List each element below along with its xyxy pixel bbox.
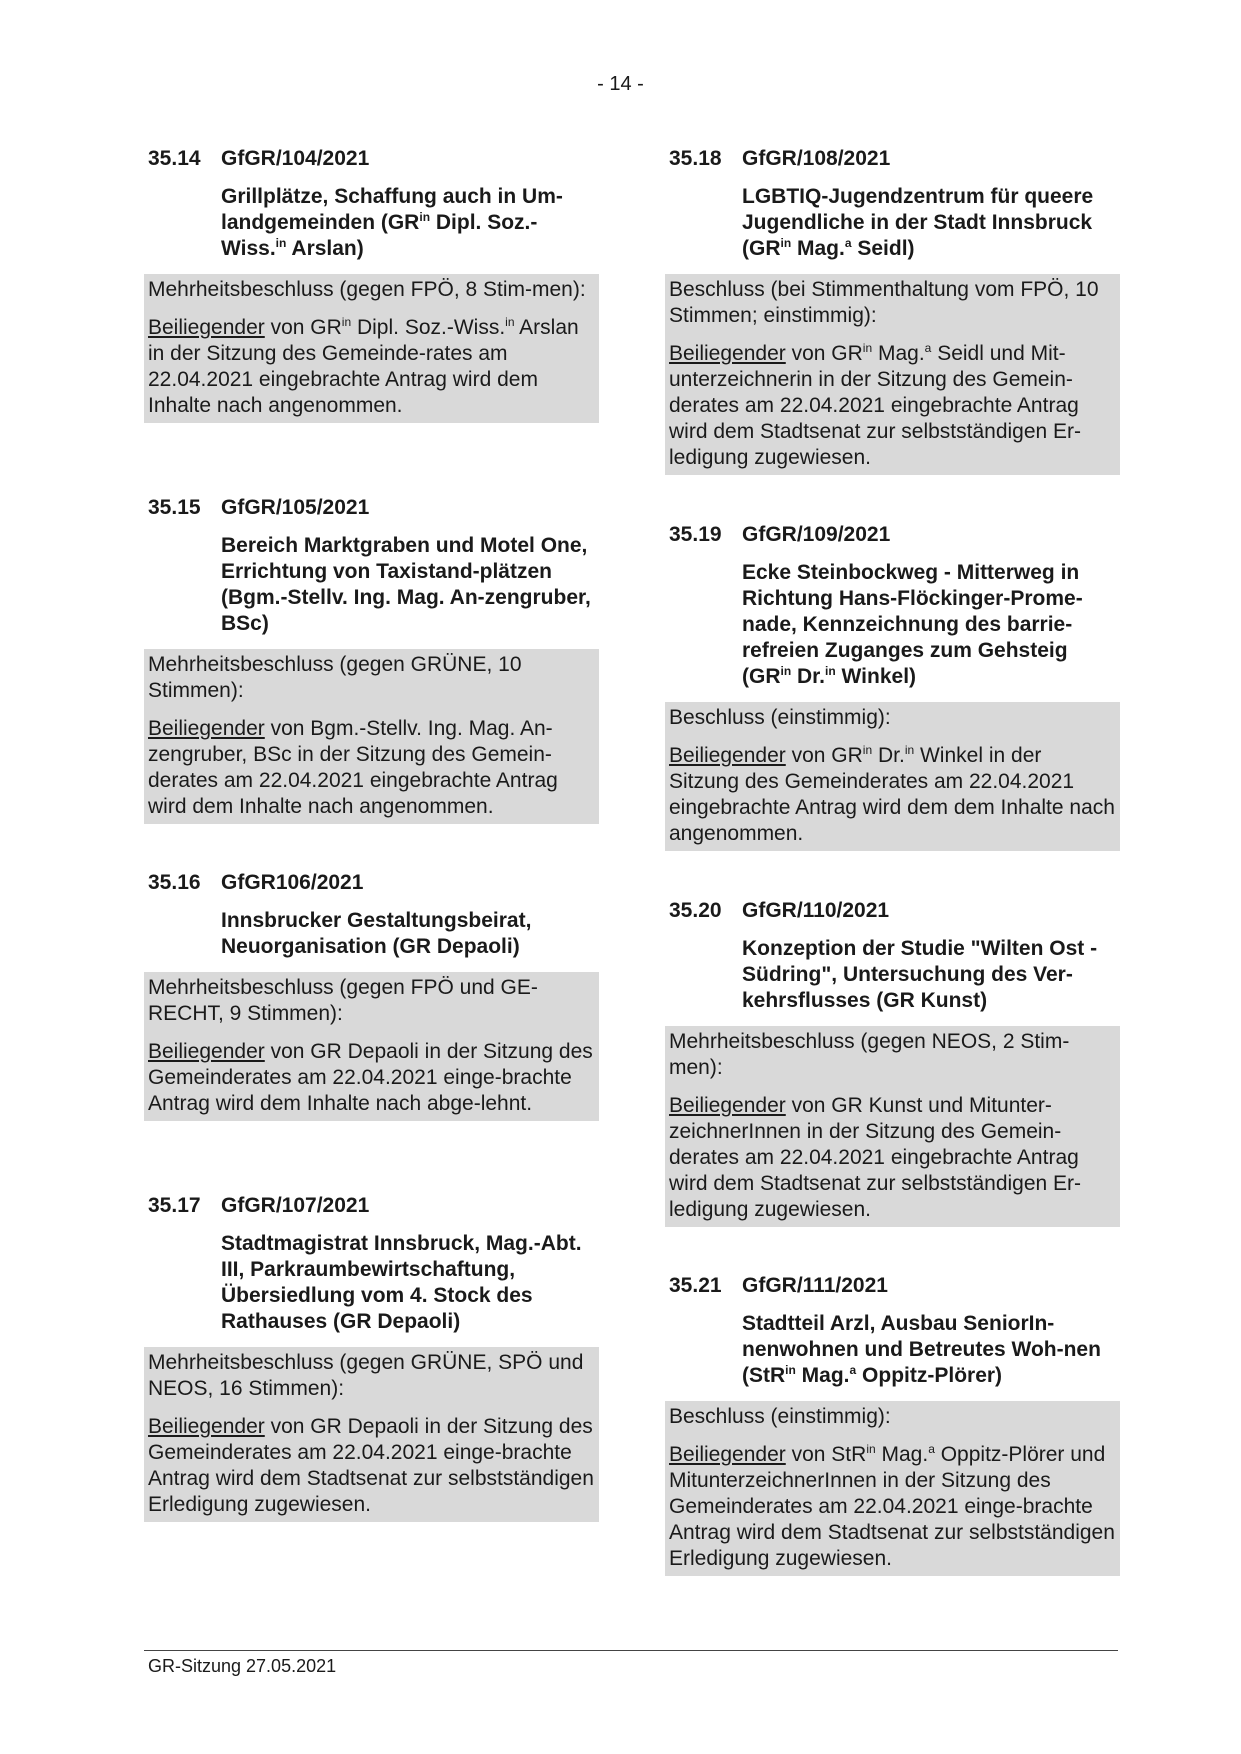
item-reference: GfGR/104/2021 — [221, 147, 370, 170]
item-number: 35.18 — [669, 147, 722, 170]
item-reference: GfGR/108/2021 — [742, 147, 891, 170]
resolution-text: Beiliegender von Bgm.-Stellv. Ing. Mag. An-zengruber, BSc in der Sitzung des Gemein-derates am 22.04.2021 eingebrachte Antrag wird dem Inhalte nach angenommen. — [148, 717, 558, 818]
resolution-box — [665, 702, 1120, 851]
agenda-item-35-20 — [665, 898, 1120, 1227]
resolution-box — [665, 274, 1120, 475]
resolution-text: Beiliegender von GR Kunst und Mitunter-zeichnerInnen in der Sitzung des Gemein-derates am 22.04.2021 eingebrachte Antrag wird dem Stadtsenat zur selbstständigen Er-ledigung zugewiesen. — [669, 1094, 1082, 1221]
agenda-item-35-14 — [144, 146, 599, 423]
decision-text: Mehrheitsbeschluss (gegen GRÜNE, 10 Stimmen): — [148, 653, 522, 702]
resolution-text: Beiliegender von StR$^{in}$ Mag.$^a$ Oppitz-Plörer und MitunterzeichnerInnen in der Sitzung des Gemeinderates am 22.04.2021 einge-brachte Antrag wird dem Stadtsenat zur selbstständigen Erledigung zugewiesen. — [669, 1442, 1115, 1570]
agenda-item-35-17 — [144, 1193, 599, 1522]
resolution-box — [665, 1401, 1120, 1576]
resolution-box — [144, 649, 599, 824]
item-reference: GfGR106/2021 — [221, 871, 364, 894]
item-reference: GfGR/109/2021 — [742, 523, 891, 546]
resolution-text: Beiliegender von $GR^{in}$ Mag.$^a$ Seidl und Mit-unterzeichnerin in der Sitzung des Gemein-derates am 22.04.2021 eingebrachte Antrag wird dem Stadtsenat zur selbstständigen Er-ledigung zugewiesen. — [669, 341, 1082, 469]
page-number: - 14 - — [597, 73, 644, 95]
item-heading — [665, 898, 1120, 924]
agenda-item-35-21 — [665, 1273, 1120, 1576]
item-number: 35.21 — [669, 1274, 722, 1297]
item-number: 35.17 — [148, 1194, 201, 1217]
decision-text: Beschluss (einstimmig): — [669, 1405, 891, 1428]
item-number: 35.19 — [669, 523, 722, 546]
item-title: Konzeption der Studie "Wilten Ost - Südring", Untersuchung des Ver-kehrsflusses (GR Kunst) — [742, 937, 1098, 1012]
item-title: Grillplätze, Schaffung auch in Um-landgemeinden ($GR^{in}$ Dipl. Soz.-Wiss.$^{in}$ Arslan) — [221, 185, 563, 260]
item-heading — [144, 495, 599, 521]
resolution-text: Beiliegender von GR Depaoli in der Sitzung des Gemeinderates am 22.04.2021 einge-brachte Antrag wird dem Inhalte nach abge-lehnt. — [148, 1040, 593, 1115]
item-title: Stadtmagistrat Innsbruck, Mag.-Abt. III, Parkraumbewirtschaftung, Übersiedlung vom 4. Stock des Rathauses (GR Depaoli) — [221, 1232, 582, 1333]
item-title: LGBTIQ-Jugendzentrum für queere Jugendliche in der Stadt Innsbruck ($GR^{in}$ Mag.$^a$ Seidl) — [742, 185, 1094, 260]
item-heading — [665, 522, 1120, 548]
decision-text: Beschluss (einstimmig): — [669, 706, 891, 729]
decision-text: Mehrheitsbeschluss (gegen GRÜNE, SPÖ und NEOS, 16 Stimmen): — [148, 1351, 584, 1400]
decision-text: Mehrheitsbeschluss (gegen FPÖ, 8 Stim-men): — [148, 278, 586, 301]
item-title: Ecke Steinbockweg - Mitterweg in Richtung Hans-Flöckinger-Prome-nade, Kennzeichnung des barrie-refreien Zuganges zum Gehsteig ($GR^{in}$ Dr.$^{in}$ Winkel) — [742, 561, 1083, 688]
resolution-box — [144, 274, 599, 423]
item-number: 35.20 — [669, 899, 722, 922]
resolution-text: Beiliegender von GR Depaoli in der Sitzung des Gemeinderates am 22.04.2021 einge-brachte Antrag wird dem Stadtsenat zur selbstständigen Erledigung zugewiesen. — [148, 1415, 594, 1516]
decision-text: Mehrheitsbeschluss (gegen NEOS, 2 Stim-men): — [669, 1030, 1070, 1079]
item-reference: GfGR/111/2021 — [742, 1274, 888, 1297]
item-heading — [144, 870, 599, 896]
item-heading — [144, 1193, 599, 1219]
item-heading — [665, 1273, 1120, 1299]
footer-divider — [144, 1650, 1118, 1651]
decision-text: Beschluss (bei Stimmenthaltung vom FPÖ, 10 Stimmen; einstimmig): — [669, 278, 1099, 327]
item-heading — [144, 146, 599, 172]
agenda-item-35-15 — [144, 495, 599, 824]
resolution-text: Beiliegender von $GR^{in}$ Dipl. Soz.-Wiss.$^{in}$ Arslan in der Sitzung des Gemeinde-rates am 22.04.2021 eingebrachte Antrag wird dem Inhalte nach angenommen. — [148, 315, 579, 417]
agenda-item-35-18 — [665, 146, 1120, 475]
item-number: 35.15 — [148, 496, 201, 519]
item-heading — [665, 146, 1120, 172]
resolution-text: Beiliegender von $GR^{in}$ Dr.$^{in}$ Winkel in der Sitzung des Gemeinderates am 22.04.2021 eingebrachte Antrag wird dem dem Inhalte nach angenommen. — [669, 743, 1115, 845]
agenda-item-35-16 — [144, 870, 599, 1121]
agenda-item-35-19 — [665, 522, 1120, 851]
item-reference: GfGR/105/2021 — [221, 496, 370, 519]
decision-text: Mehrheitsbeschluss (gegen FPÖ und GE-RECHT, 9 Stimmen): — [148, 976, 538, 1025]
resolution-box — [144, 972, 599, 1121]
footer-session-date: GR-Sitzung 27.05.2021 — [148, 1656, 337, 1676]
item-title: Innsbrucker Gestaltungsbeirat, Neuorganisation (GR Depaoli) — [221, 909, 532, 958]
item-reference: GfGR/110/2021 — [742, 899, 890, 922]
resolution-box — [665, 1026, 1120, 1227]
item-reference: GfGR/107/2021 — [221, 1194, 370, 1217]
item-title: Stadtteil Arzl, Ausbau SeniorIn-nenwohnen und Betreutes Woh-nen (StR$^{in}$ Mag.$^a$ Oppitz-Plörer) — [742, 1312, 1101, 1387]
item-number: 35.14 — [148, 147, 201, 170]
item-number: 35.16 — [148, 871, 201, 894]
item-title: Bereich Marktgraben und Motel One, Errichtung von Taxistand-plätzen (Bgm.-Stellv. Ing. Mag. An-zengruber, BSc) — [221, 534, 591, 635]
resolution-box — [144, 1347, 599, 1522]
